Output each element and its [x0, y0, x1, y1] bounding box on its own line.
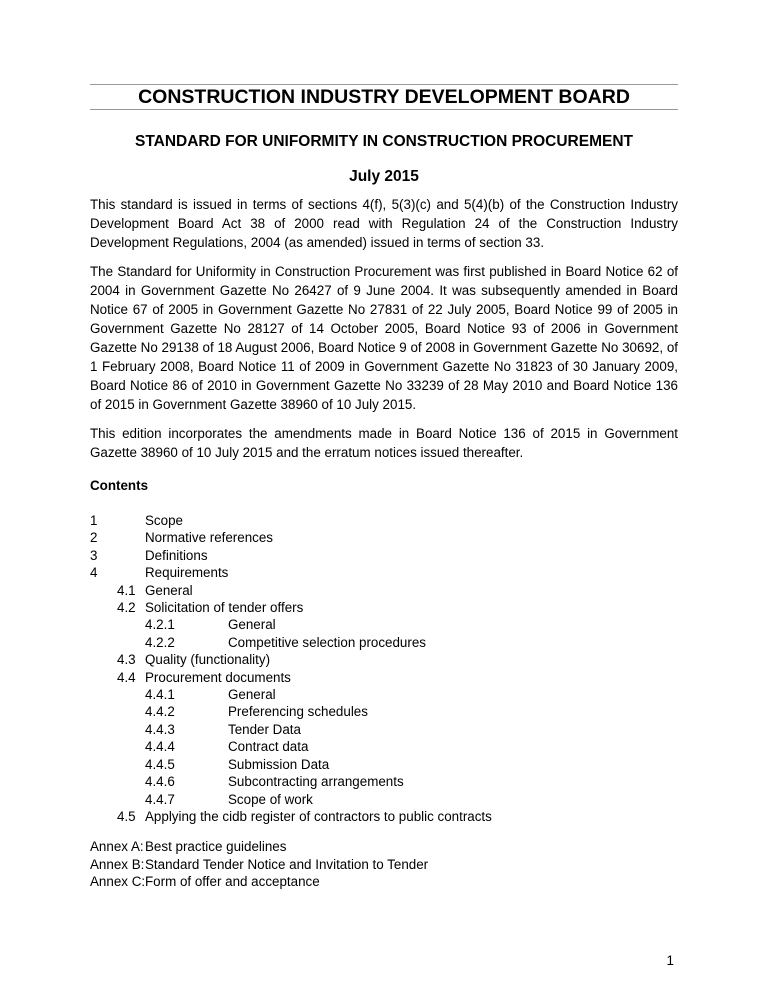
toc-item-number: 4.4.3 [145, 721, 175, 737]
toc-item-number: 4.2 [117, 600, 136, 616]
toc-item [90, 582, 678, 599]
table-of-contents [90, 512, 678, 825]
toc-item-label: General [145, 582, 193, 598]
toc-item-number: 4.4.5 [145, 756, 175, 772]
document-title: CONSTRUCTION INDUSTRY DEVELOPMENT BOARD [138, 86, 630, 108]
toc-item [90, 686, 678, 703]
toc-item-label: Subcontracting arrangements [228, 774, 404, 790]
title-rule-bottom [90, 109, 678, 110]
toc-item-label: General [228, 617, 276, 633]
toc-item [90, 599, 678, 616]
toc-item-label: Procurement documents [145, 669, 291, 685]
toc-item-label: General [228, 687, 276, 703]
toc-item [90, 756, 678, 773]
toc-item-number: 4.5 [117, 808, 136, 824]
annex-list [90, 838, 678, 890]
toc-item [90, 564, 678, 581]
annex-item-number: Annex A: [90, 839, 144, 855]
toc-item [90, 634, 678, 651]
toc-item [90, 651, 678, 668]
toc-item-label: Contract data [228, 739, 309, 755]
annex-item-label: Form of offer and acceptance [145, 874, 320, 890]
toc-item-label: Applying the cidb register of contractors to public contracts [145, 808, 492, 824]
toc-item-number: 4.4.2 [145, 704, 175, 720]
toc-item-label: Competitive selection procedures [228, 634, 426, 650]
toc-item [90, 721, 678, 738]
paragraph-history: The Standard for Uniformity in Construction Procurement was first published in Board Notice 62 of 2004 in Government Gazette No 26427 of 9 June 2004. It was subsequently amended in Board Notice 67 of 2005 in Government Gazette No 27831 of 22 July 2005, Board Notice 99 of 2005 in Government Gazette No 28127 of 14 October 2005, Board Notice 93 of 2006 in Government Gazette No 29138 of 18 August 2006, Board Notice 9 of 2008 in Government Gazette No 30692, of 1 February 2008, Board Notice 11 of 2009 in Government Gazette No 31823 of 30 January 2009, Board Notice 86 of 2010 in Government Gazette No 33239 of 28 May 2010 and Board Notice 136 of 2015 in Government Gazette 38960 of 10 July 2015. [90, 264, 678, 412]
document-date: July 2015 [349, 168, 419, 185]
toc-item-number: 4.4.7 [145, 791, 175, 807]
toc-item [90, 529, 678, 546]
toc-item [90, 547, 678, 564]
toc-item [90, 669, 678, 686]
toc-item-number: 3 [90, 547, 98, 563]
toc-item-label: Submission Data [228, 756, 330, 772]
toc-item-number: 1 [90, 513, 98, 528]
toc-item-number: 4.1 [117, 582, 136, 598]
toc-item-label: Normative references [145, 530, 274, 546]
annex-item-number: Annex C: [90, 874, 146, 890]
toc-item-number: 4.2.2 [145, 634, 175, 650]
toc-item-number: 4.4 [117, 669, 136, 685]
toc-item [90, 616, 678, 633]
toc-item [90, 738, 678, 755]
toc-item [90, 512, 678, 529]
annex-item-number: Annex B: [90, 856, 145, 872]
toc-item [90, 791, 678, 808]
paragraph-edition: This edition incorporates the amendments made in Board Notice 136 of 2015 in Government Gazette 38960 of 10 July 2015 and the erratum notices issued thereafter. [90, 426, 678, 460]
toc-item-number: 4 [90, 565, 98, 581]
toc-item-label: Requirements [145, 565, 229, 581]
toc-item-label: Definitions [145, 547, 208, 563]
toc-item-label: Scope [145, 513, 183, 528]
toc-item [90, 808, 678, 825]
annex-item [90, 838, 678, 855]
document-subtitle: STANDARD FOR UNIFORMITY IN CONSTRUCTION PROCUREMENT [135, 133, 633, 150]
annex-item [90, 856, 678, 873]
toc-item-number: 4.4.6 [145, 774, 175, 790]
toc-item-number: 4.4.1 [145, 687, 175, 703]
paragraph-issuance: This standard is issued in terms of sections 4(f), 5(3)(c) and 5(4)(b) of the Construction Industry Development Board Act 38 of 2000 read with Regulation 24 of the Construction Industry Development Regulations, 2004 (as amended) issued in terms of section 33. [90, 197, 678, 250]
toc-item-number: 4.2.1 [145, 617, 175, 633]
toc-item-label: Quality (functionality) [145, 652, 271, 668]
toc-item [90, 773, 678, 790]
annex-item-label: Best practice guidelines [145, 839, 287, 855]
toc-item-number: 4.3 [117, 652, 136, 668]
toc-item-number: 4.4.4 [145, 739, 175, 755]
annex-item-label: Standard Tender Notice and Invitation to Tender [145, 856, 429, 872]
toc-item-label: Tender Data [228, 721, 301, 737]
toc-item-number: 2 [90, 530, 98, 546]
toc-item-label: Solicitation of tender offers [145, 600, 304, 616]
document-page [90, 0, 678, 988]
toc-item [90, 703, 678, 720]
annex-item [90, 873, 678, 890]
page-number: 1 [666, 952, 674, 968]
toc-item-label: Preferencing schedules [228, 704, 368, 720]
contents-heading: Contents [90, 478, 149, 493]
toc-item-label: Scope of work [228, 791, 313, 807]
